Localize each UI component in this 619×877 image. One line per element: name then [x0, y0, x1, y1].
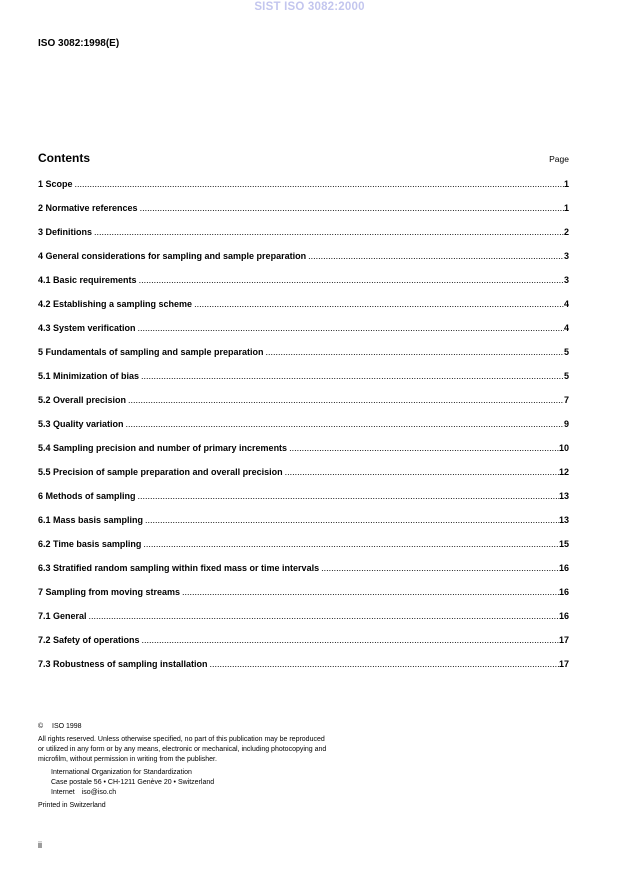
toc-entry-title: 6.2 Time basis sampling	[38, 539, 142, 549]
toc-entry-title: 7 Sampling from moving streams	[38, 587, 181, 597]
rights-notice-line: microfilm, without permission in writing from the publisher.	[38, 756, 217, 763]
toc-entry-title: 5 Fundamentals of sampling and sample preparation	[38, 347, 264, 357]
toc-entry	[38, 652, 569, 676]
address-line: Case postale 56 • CH-1211 Genève 20 • Switzerland	[51, 779, 215, 786]
toc-entry-page: 10	[558, 443, 569, 453]
toc-entry-title: 5.2 Overall precision	[38, 395, 127, 405]
toc-entry-page: 3	[563, 275, 569, 285]
toc-entry-title: 7.2 Safety of operations	[38, 635, 140, 645]
toc-entry-page: 12	[558, 467, 569, 477]
toc-entry-page: 16	[558, 611, 569, 621]
toc-entry	[38, 436, 569, 460]
toc-entry	[38, 172, 569, 196]
toc-entry	[38, 532, 569, 556]
toc-entry-page: 1	[563, 203, 569, 213]
dot-leader	[137, 268, 564, 292]
dot-leader	[136, 484, 559, 508]
toc-entry-page: 16	[558, 587, 569, 597]
toc-entry-page: 9	[563, 419, 569, 429]
toc-entry-title: 6.1 Mass basis sampling	[38, 515, 144, 525]
toc-entry	[38, 364, 569, 388]
dot-leader	[124, 412, 564, 436]
rights-notice-line: All rights reserved. Unless otherwise specified, no part of this publication may be reproduced	[38, 736, 325, 743]
page-number: ii	[38, 840, 42, 850]
toc-entry-title: 6 Methods of sampling	[38, 491, 136, 501]
toc-entry-title: 4 General considerations for sampling and sample preparation	[38, 251, 307, 261]
dot-leader	[264, 340, 564, 364]
toc-entry-page: 4	[563, 323, 569, 333]
toc-entry	[38, 220, 569, 244]
toc-entry-page: 1	[563, 179, 569, 189]
internet-email: iso@iso.ch	[81, 789, 117, 796]
toc-entry-page: 7	[563, 395, 569, 405]
dot-leader	[192, 292, 564, 316]
toc-entry	[38, 268, 569, 292]
toc-entry-page: 3	[563, 251, 569, 261]
rights-notice	[38, 735, 326, 765]
toc-entry-page: 5	[563, 371, 569, 381]
dot-leader	[287, 436, 559, 460]
toc-entry	[38, 604, 569, 628]
dot-leader	[138, 196, 564, 220]
toc-entry-title: 6.3 Stratified random sampling within fixed mass or time intervals	[38, 563, 320, 573]
dot-leader	[136, 316, 564, 340]
toc-entry	[38, 508, 569, 532]
toc-entry-page: 15	[558, 539, 569, 549]
dot-leader	[283, 460, 559, 484]
dot-leader	[180, 580, 559, 604]
copyright-holder: ISO 1998	[52, 723, 82, 730]
toc-entry	[38, 484, 569, 508]
toc-entry-title: 5.1 Minimization of bias	[38, 371, 140, 381]
toc-entry-title: 3 Definitions	[38, 227, 93, 237]
printed-in: Printed in Switzerland	[38, 802, 106, 809]
toc-entry-page: 13	[558, 515, 569, 525]
toc-entry-page: 13	[558, 491, 569, 501]
internet-label: Internet	[51, 789, 75, 796]
dot-leader	[92, 220, 564, 244]
toc-entry-title: 7.1 General	[38, 611, 87, 621]
publisher-address	[51, 768, 214, 798]
toc-entry-page: 17	[558, 635, 569, 645]
document-identifier: ISO 3082:1998(E)	[38, 38, 120, 49]
watermark: SIST ISO 3082:2000	[254, 1, 365, 13]
dot-leader	[306, 244, 564, 268]
toc-entry-title: 7.3 Robustness of sampling installation	[38, 659, 208, 669]
table-of-contents	[38, 172, 569, 676]
toc-entry	[38, 340, 569, 364]
dot-leader	[139, 364, 564, 388]
toc-entry-title: 4.3 System verification	[38, 323, 136, 333]
dot-leader	[87, 604, 559, 628]
dot-leader	[141, 532, 559, 556]
toc-entry	[38, 292, 569, 316]
toc-entry-page: 2	[563, 227, 569, 237]
toc-entry	[38, 388, 569, 412]
toc-entry-page: 16	[558, 563, 569, 573]
page-column-label: Page	[549, 154, 569, 164]
toc-entry	[38, 244, 569, 268]
toc-entry	[38, 460, 569, 484]
dot-leader	[143, 508, 559, 532]
toc-entry-title: 5.4 Sampling precision and number of primary increments	[38, 443, 288, 453]
dot-leader	[73, 172, 564, 196]
toc-entry	[38, 196, 569, 220]
dot-leader	[319, 556, 559, 580]
copyright-line	[38, 722, 82, 732]
toc-entry-title: 4.2 Establishing a sampling scheme	[38, 299, 193, 309]
toc-entry-title: 5.3 Quality variation	[38, 419, 124, 429]
toc-entry	[38, 580, 569, 604]
address-line: International Organization for Standardization	[51, 769, 192, 776]
toc-entry	[38, 412, 569, 436]
contents-header	[38, 150, 569, 167]
internet-line	[51, 788, 214, 798]
toc-entry-page: 4	[563, 299, 569, 309]
toc-entry-page: 17	[558, 659, 569, 669]
toc-entry-title: 4.1 Basic requirements	[38, 275, 137, 285]
copyright-symbol: ©	[38, 723, 44, 730]
toc-entry-title: 5.5 Precision of sample preparation and overall precision	[38, 467, 283, 477]
dot-leader	[140, 628, 559, 652]
dot-leader	[126, 388, 564, 412]
rights-notice-line: or utilized in any form or by any means, electronic or mechanical, including photocopying and	[38, 746, 327, 753]
toc-entry	[38, 628, 569, 652]
toc-entry-page: 5	[563, 347, 569, 357]
dot-leader	[208, 652, 559, 676]
toc-entry	[38, 316, 569, 340]
toc-entry-title: 1 Scope	[38, 179, 73, 189]
toc-entry-title: 2 Normative references	[38, 203, 138, 213]
toc-entry	[38, 556, 569, 580]
contents-heading: Contents	[38, 151, 90, 165]
